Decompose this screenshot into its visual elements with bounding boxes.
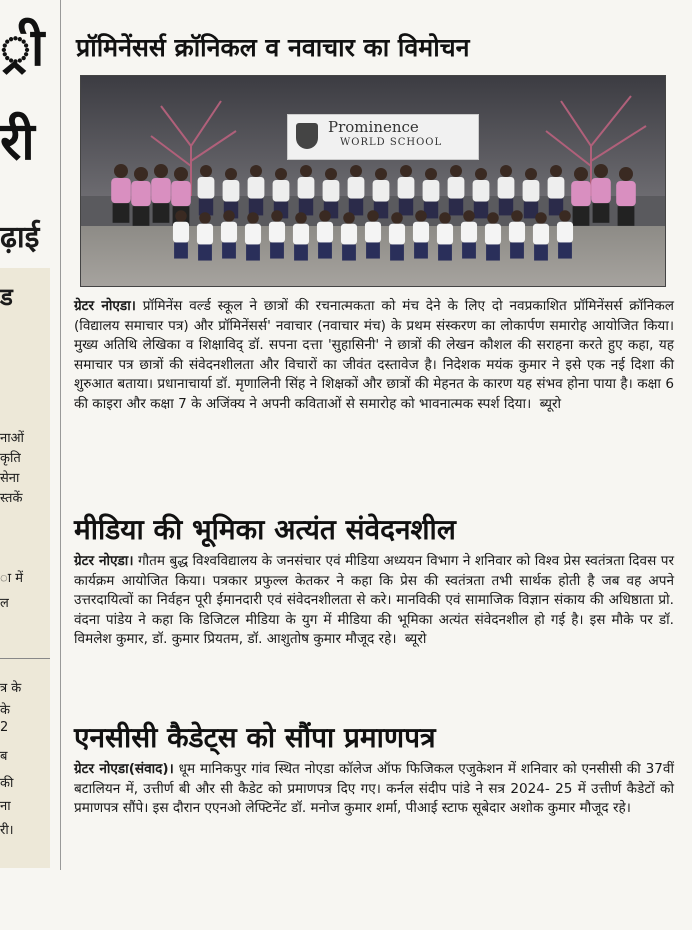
person-figure [571,167,591,226]
adjacent-heading-fragment-2: री [0,112,35,172]
text-fragment: ल [0,596,9,611]
person-figure [509,210,525,258]
article-3-text: धूम मानिकपुर गांव स्थित नोएडा कॉलेज ऑफ फिजिकल एजुकेशन में शनिवार को एनसीसी की 37वीं बटालियन में, उत्तीर्ण बी और सी कैडेट को प्रमाणपत्र दिए गए। कर्नल संदीप पांडे ने सत्र 2024- 25 में उत्तीर्ण कैडेटों को प्रमाणपत्र सौंपे। इस दौरान एएनओ लेफ्टिनेंट डॉ. मनोज कुमार शर्मा, पीआई स्टाफ सूबेदार अशोक कुमार मौजूद रहे। [74,761,674,816]
person-figure [131,167,151,226]
column-rule [0,658,50,659]
person-figure [341,212,357,260]
person-figure [498,165,515,215]
person-figure [245,212,261,260]
sidebar-box-title-fragment: ड [0,283,13,311]
person-figure [111,164,131,223]
article-3-dateline: ग्रेटर नोएडा(संवाद)। [74,761,174,777]
adjacent-sidebar-box [0,268,50,868]
person-figure [198,165,215,215]
person-figure [485,212,501,260]
text-fragment: त्र के [0,681,22,696]
text-fragment: ब [0,749,8,764]
person-figure [389,212,405,260]
person-figure [423,168,440,218]
students-group-illustration [81,76,665,286]
article-3-body [74,760,674,819]
adjacent-heading-fragment-1: ्री [0,18,45,78]
person-figure [151,164,171,223]
article-1-photo [80,75,666,287]
article-3-headline: एनसीसी कैडेट्स को सौंपा प्रमाणपत्र [74,721,436,754]
article-2-text: गौतम बुद्ध विश्वविद्यालय के जनसंचार एवं मीडिया अध्ययन विभाग ने शनिवार को विश्व प्रेस स्वतंत्रता दिवस पर कार्यक्रम आयोजित किया। पत्रकार प्रफुल्ल केतकर ने कहा कि प्रेस की स्वतंत्रता तभी सार्थक होती है जब वह अपने उत्तरदायित्वों का निर्वहन पूरी ईमानदारी एवं संवेदनशीलता से करे। मानविकी एवं सामाजिक विज्ञान संकाय की अधिष्ठाता प्रो. वंदना पांडेय ने कहा कि डिजिटल मीडिया के युग में मीडिया की भूमिका अत्यंत संवेदनशील हो गई है। इस मौके पर डॉ. विमलेश कुमार, डॉ. कुमार प्रियतम, डॉ. आशुतोष कुमार मौजूद रहे। [74,553,675,647]
person-figure [437,212,453,260]
person-figure [533,212,549,260]
person-figure [523,168,540,218]
article-1-headline: प्रॉमिनेंसर्स क्रॉनिकल व नवाचार का विमोचन [76,33,470,62]
column-divider [60,0,61,870]
text-fragment: नाओं [0,431,24,446]
adjacent-column-fragment [0,0,58,930]
person-figure [398,165,415,215]
person-figure [616,167,636,226]
text-fragment: की [0,776,14,791]
person-figure [248,165,265,215]
banner-school-subtitle: WORLD SCHOOL [340,137,443,148]
text-fragment: स्तकें [0,491,23,506]
article-2-dateline: ग्रेटर नोएडा। [74,553,134,569]
adjacent-subheading-fragment: ढ़ाई [0,220,40,255]
text-fragment: 2 [0,720,9,735]
text-fragment: कृति [0,451,21,466]
article-1-body [74,297,674,414]
person-figure [473,168,490,218]
text-fragment: री। [0,823,14,838]
person-figure [348,165,365,215]
article-1-dateline: ग्रेटर नोएडा। [74,298,136,314]
person-figure [548,165,565,215]
text-fragment: ना [0,799,11,814]
text-fragment: ा में [0,571,23,586]
person-figure [557,210,573,258]
person-figure [448,165,465,215]
person-figure [293,212,309,260]
person-figure [298,165,315,215]
person-figure [591,164,611,223]
article-2-body [74,552,674,650]
person-figure [197,212,213,260]
text-fragment: के [0,703,10,718]
article-1-byline: ब्यूरो [539,395,562,412]
article-2-headline: मीडिया की भूमिका अत्यंत संवेदनशील [74,513,456,546]
article-2-byline: ब्यूरो [404,631,427,647]
article-1-text: प्रॉमिनेंस वर्ल्ड स्कूल ने छात्रों की रचनात्मकता को मंच देने के लिए दो नवप्रकाशित प्रॉमिनेंसर्स क्रॉनिकल (विद्यालय समाचार पत्र) और प्रॉमिनेंसर्स' नवाचार (नवाचार मंच) के प्रथम संस्करण का लोकार्पण समारोह आयोजित किया। मुख्य अतिथि लेखिका व शिक्षाविद् डॉ. सपना दत्ता 'सुहासिनी' ने छात्रों की लेखन कौशल की सराहना करते हुए कहा, यह समाचार पत्र छात्रों की संवेदनशीलता और विचारों का जीवंत दस्तावेज है। निदेशक मयंक कुमार ने इसे एक नई दिशा की शुरुआत बताया। प्रधानाचार्या डॉ. मृणालिनी सिंह ने शिक्षकों और छात्रों की मेहनत के कारण यह संभव होना पाया है। कक्षा 6 की काइरा और कक्षा 7 के अजिंक्य ने अपनी कविताओं से समारोह को भावनात्मक स्पर्श दिया। [74,298,674,412]
banner-school-name: Prominence [328,118,419,136]
text-fragment: सेना [0,471,20,486]
